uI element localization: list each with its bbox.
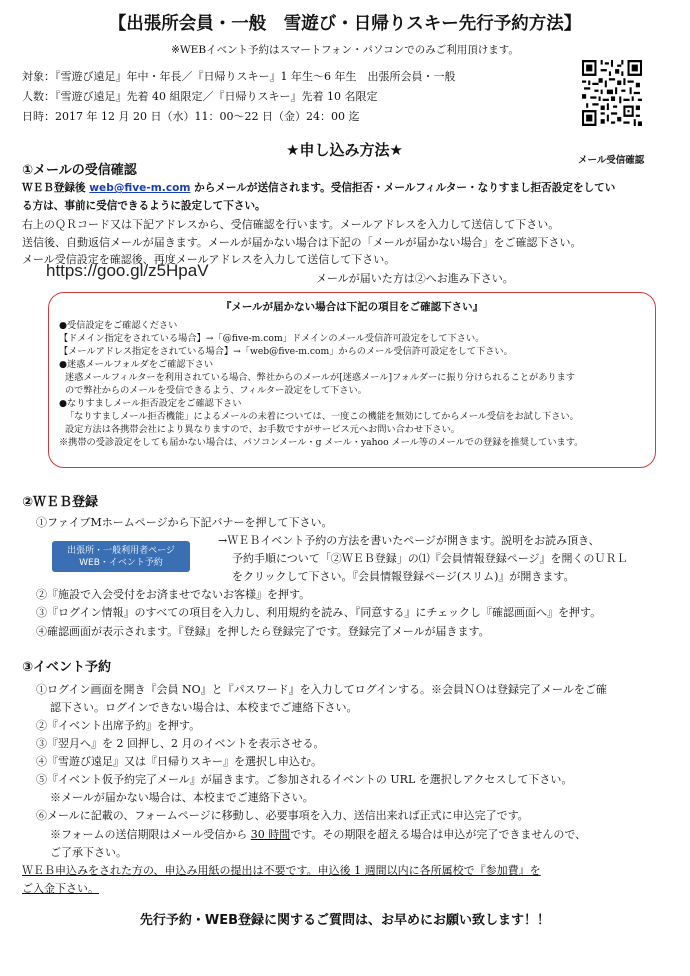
section2-heading: ②ＷＥＢ登録	[22, 495, 99, 510]
info-count: 人数：『雪遊び遠足』先着 40 組限定／『日帰りスキー』先着 10 名限定	[22, 90, 378, 103]
s1-line1: ＷＥＢ登録後 web@five-m.com からメールが送信されます。受信拒否・メールフィルター・なりすまし拒否設定をしてい	[22, 182, 616, 194]
box-item3: ●なりすましメール拒否設定をご確認下さい	[59, 398, 242, 409]
section3-heading: ③イベント予約	[22, 660, 112, 675]
info-target: 対象：『雪遊び遠足』年中・年長／『日帰りスキー』1 年生～6 年生 出張所会員・一般	[22, 70, 456, 83]
box-item2: ●迷惑メールフォルダをご確認下さい	[59, 359, 214, 370]
box-item3b: 設定方法は各携帯会社により異なりますので、お手数ですがサービス元へお問い合わせ下さい。	[65, 424, 460, 435]
s2-line2: ②『施設で入会受付をお済ませでないお客様』を押す。	[36, 588, 311, 601]
s3-line6c: ご了承下さい。	[50, 846, 127, 859]
box-item3a: 「なりすましメール拒否機能」によるメールの未着については、一度この機能を無効にしてからメール受信をお試し下さい。	[65, 411, 579, 422]
box-item1a: 【ドメイン指定をされている場合】→「@five-m.com」ドメインのメール受信許可設定をして下さい。	[59, 333, 485, 344]
s1-next: メールが届いた方は②へお進み下さい。	[316, 272, 514, 285]
s3-line4: ④『雪遊び遠足』又は『日帰りスキー』を選択し申込む。	[36, 755, 322, 768]
box-title: 『メールが届かない場合は下記の項目をご確認下さい』	[220, 301, 484, 313]
s3-line1: ①ログイン画面を開き『会員 NO』と『パスワード』を入力してログインする。※会員ＮＯは登録完了メールをご確	[36, 683, 607, 696]
s1-line5: メール受信設定を確認後、再度メールアドレスを入力して送信して下さい。	[22, 253, 396, 266]
page-title: 【出張所会員・一般 雪遊び・日帰りスキー先行予約方法】	[108, 14, 582, 34]
s1-line2: る方は、事前に受信できるように設定して下さい。	[22, 200, 266, 212]
section1-heading: ①メールの受信確認	[22, 163, 137, 178]
s2-right1: →ＷＥＢイベント予約の方法を書いたページが開きます。説明をお読み頂き、	[218, 534, 600, 547]
box-item1: ●受信設定をご確認ください	[59, 320, 178, 331]
banner-line2: WEB・イベント予約	[79, 557, 163, 568]
s3-line5: ⑤『イベント仮予約完了メール』が届きます。ご参加されるイベントの URL を選択しアクセスして下さい。	[36, 773, 573, 786]
section-title: ★申し込み方法★	[286, 141, 403, 159]
troubleshoot-box	[48, 292, 656, 468]
s2-line1: ①ファイブMホームページから下記バナーを押して下さい。	[36, 516, 333, 529]
qr-label: メール受信確認	[578, 155, 645, 166]
event-reservation-banner[interactable]	[52, 541, 190, 572]
box-item2b: ので弊社からのメールを受信できるよう、フィルター設定をして下さい。	[65, 385, 367, 396]
info-date: 日時：2017 年 12 月 20 日（水）11：00～22 日（金）24：00 迄	[22, 110, 360, 123]
device-note: ※WEBイベント予約はスマートフォン・パソコンでのみご利用頂けます。	[171, 44, 519, 56]
s3-line2: ②『イベント出席予約』を押す。	[36, 719, 201, 732]
s2-right3: をクリックして下さい。『会員情報登録ページ(スリム)』が開きます。	[232, 570, 575, 583]
s3-line7: ＷＥＢ申込みをされた方の、申込み用紙の提出は不要です。申込後 1 週間以内に各所属校で『参加費』を	[22, 864, 541, 877]
footer-note: 先行予約・WEB登録に関するご質問は、お早めにお願い致します！！	[139, 913, 551, 928]
box-item2a: 迷惑メールフィルターを利用されている場合、弊社からのメールが[迷惑メール]フォルダーに振り分けられることがあります	[65, 372, 575, 383]
s2-right2: 予約手順について「②ＷＥＢ登録」の⑴『会員情報登録ページ』を開くのＵＲＬ	[232, 552, 628, 565]
s2-line3: ③『ログイン情報』のすべての項目を入力し、利用規約を読み、『同意する』にチェックし『確認画面へ』を押す。	[36, 606, 602, 619]
s3-line6: ⑥メールに記載の、フォームページに移動し、必要事項を入力、送信出来れば正式に申込完了です。	[36, 809, 529, 822]
qr-code[interactable]	[582, 60, 642, 126]
box-item4: ※携帯の受診設定をしても届かない場合は、パソコンメール・g メール・yahoo メール等のメールでの登録を推奨しています。	[59, 437, 584, 448]
s1-line3: 右上のＱＲコード又は下記アドレスから、受信確認を行います。メールアドレスを入力して送信して下さい。	[22, 218, 560, 231]
banner-line1: 出張所・一般利用者ページ	[67, 545, 175, 556]
s2-line4: ④確認画面が表示されます。『登録』を押したら登録完了です。登録完了メールが届きます。	[36, 625, 490, 638]
registration-url[interactable]: https://goo.gl/z5HpaV	[46, 261, 209, 280]
s3-line1b: 認下さい。ログインできない場合は、本校までご連絡下さい。	[50, 701, 358, 714]
s3-line5b: ※メールが届かない場合は、本校までご連絡下さい。	[50, 791, 314, 804]
box-item1b: 【メールアドレス指定をされている場合】→「web@five-m.com」からのメール受信許可設定をして下さい。	[59, 346, 513, 357]
deadline-hours: 30 時間	[250, 828, 291, 841]
email-link[interactable]: web@five-m.com	[89, 182, 191, 194]
s3-line6a: ※フォームの送信期限はメール受信から 30 時間です。その期限を超える場合は申込が完了できませんので、	[50, 828, 587, 841]
s3-line3: ③『翌月へ』を 2 回押し、2 月のイベントを表示させる。	[36, 737, 325, 750]
s3-line7b: ご入金下さい。	[22, 882, 99, 895]
s1-line4: 送信後、自動返信メールが届きます。メールが届かない場合は下記の「メールが届かない場合」をご確認下さい。	[22, 236, 582, 249]
